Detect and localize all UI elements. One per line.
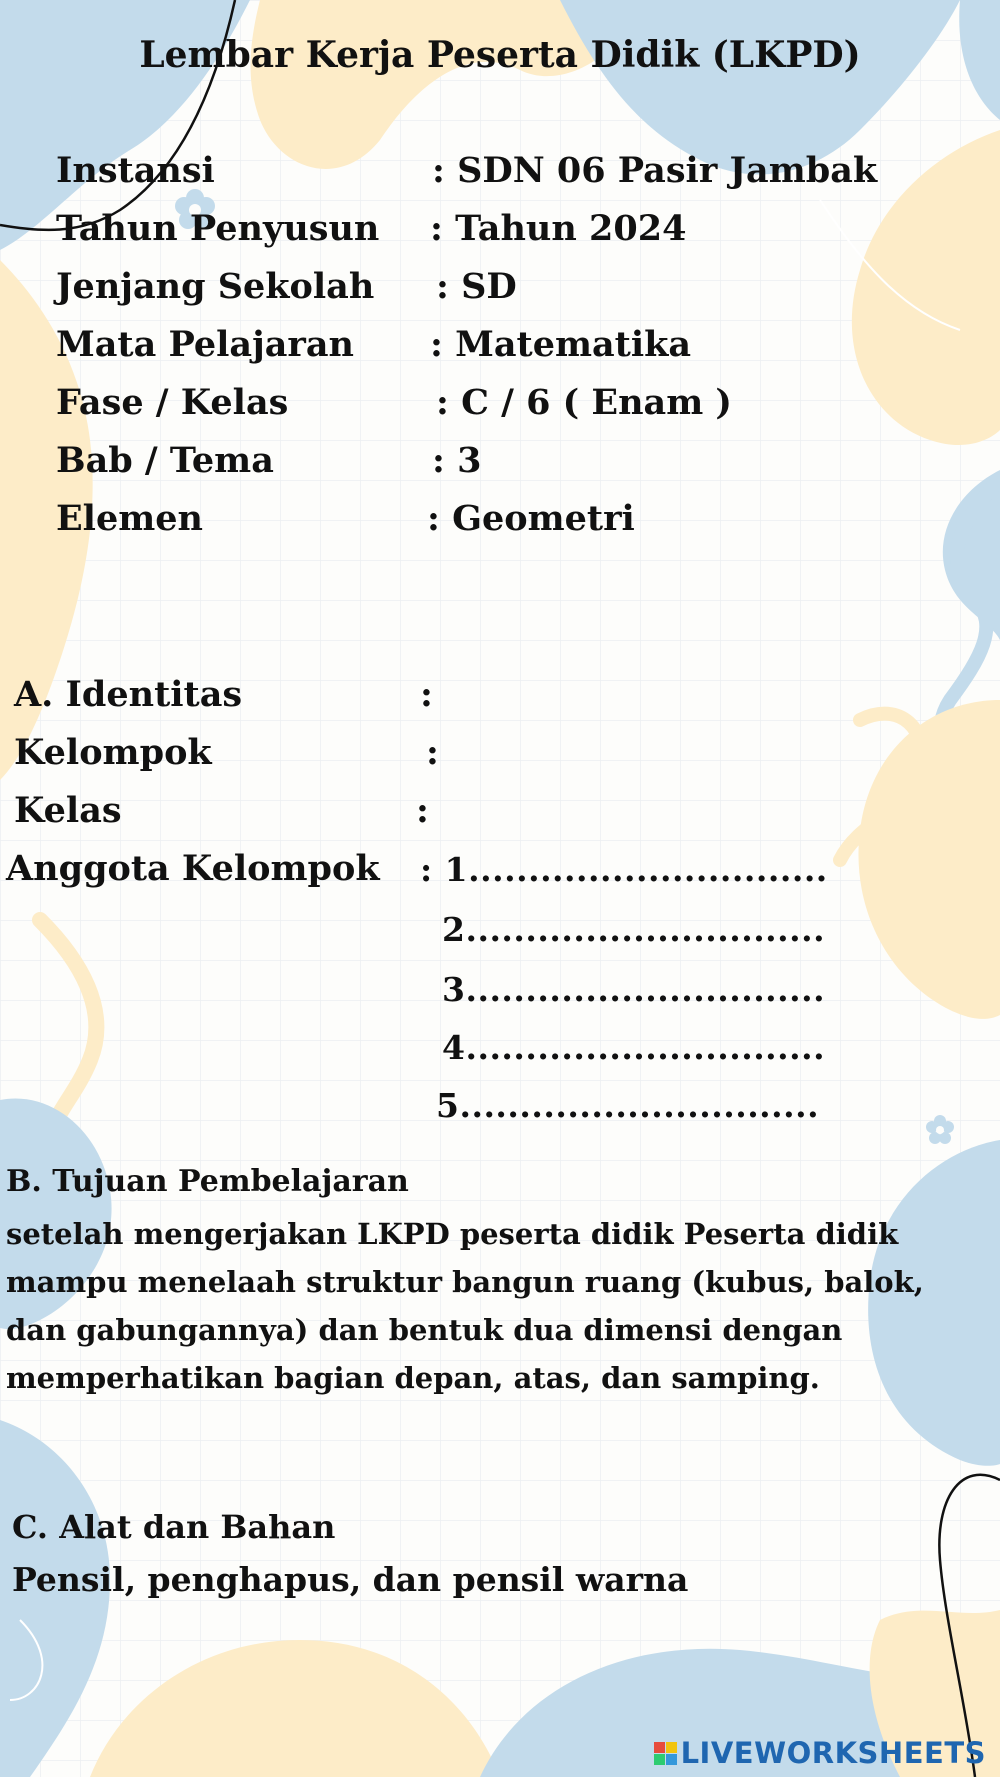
materials-heading: C. Alat dan Bahan [12, 1508, 336, 1546]
liveworksheets-logo-icon [654, 1742, 677, 1765]
identity-heading-colon: : [420, 674, 433, 715]
info-label-jenjang: Jenjang Sekolah [56, 266, 375, 307]
member-field-4[interactable]: 4.............................. [442, 1028, 826, 1067]
info-value-instansi: : SDN 06 Pasir Jambak [432, 150, 878, 191]
class-label: Kelas [14, 790, 122, 831]
identity-heading: A. Identitas [14, 674, 243, 715]
materials-text: Pensil, penghapus, dan pensil warna [12, 1560, 689, 1599]
info-label-bab: Bab / Tema [56, 440, 274, 481]
info-value-fase: : C / 6 ( Enam ) [436, 382, 732, 423]
brand-name: LIVEWORKSHEETS [680, 1736, 986, 1770]
info-label-instansi: Instansi [56, 150, 215, 191]
info-value-mapel: : Matematika [430, 324, 692, 365]
info-value-tahun: : Tahun 2024 [430, 208, 687, 249]
info-label-mapel: Mata Pelajaran [56, 324, 354, 365]
member-field-3[interactable]: 3.............................. [442, 970, 826, 1009]
group-label: Kelompok [14, 732, 212, 773]
members-label: Anggota Kelompok [6, 848, 380, 889]
page-title: Lembar Kerja Peserta Didik (LKPD) [139, 34, 861, 76]
info-value-jenjang: : SD [436, 266, 517, 307]
member-field-5[interactable]: 5.............................. [436, 1086, 820, 1125]
member-field-1[interactable]: : 1.............................. [420, 850, 828, 889]
liveworksheets-brand[interactable] [654, 1736, 986, 1770]
group-field[interactable]: : [426, 732, 439, 773]
info-label-elemen: Elemen [56, 498, 203, 539]
info-value-elemen: : Geometri [427, 498, 635, 539]
objectives-text: setelah mengerjakan LKPD peserta didik Peserta didik mampu menelaah struktur bangun ruang (kubus, balok, dan gabungannya) dan bentuk dua dimensi dengan memperhatikan bagian depan, atas, dan samping. [6, 1217, 924, 1395]
objectives-heading: B. Tujuan Pembelajaran [6, 1164, 409, 1199]
info-label-fase: Fase / Kelas [56, 382, 289, 423]
info-value-bab: : 3 [432, 440, 482, 481]
class-field[interactable]: : [416, 790, 429, 831]
info-label-tahun: Tahun Penyusun [56, 208, 380, 249]
member-field-2[interactable]: 2.............................. [442, 910, 826, 949]
